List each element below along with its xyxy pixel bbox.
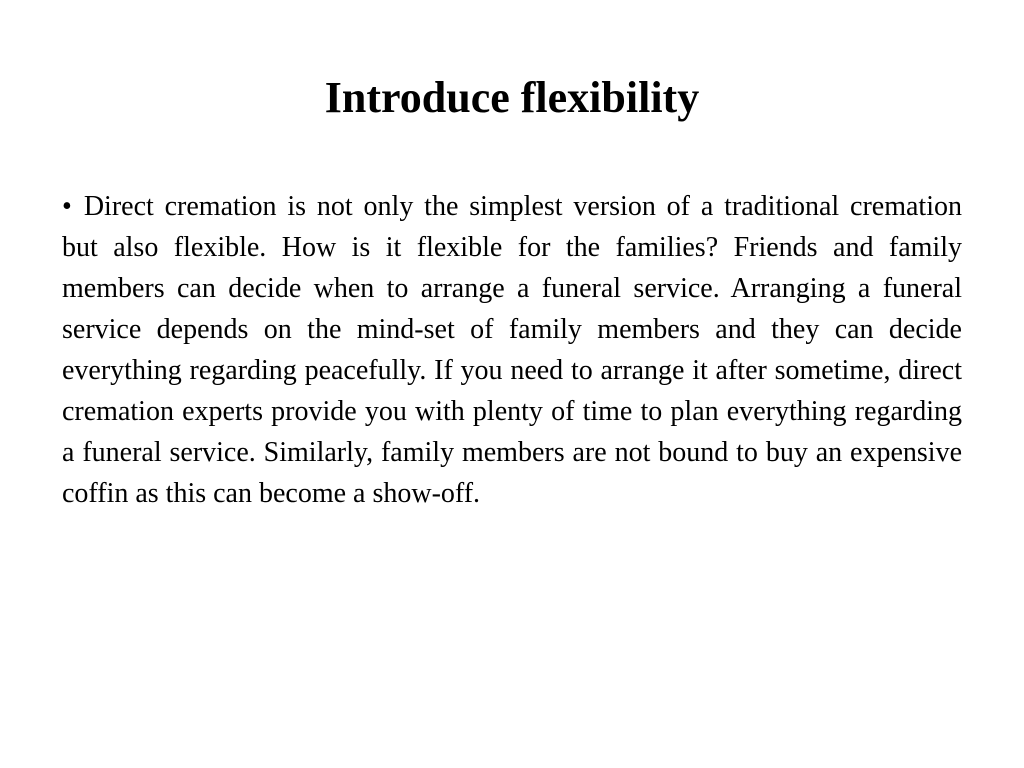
slide-title: Introduce flexibility [324,73,700,122]
body-text: Direct cremation is not only the simplest version of a traditional cremation but also flexible. How is it flexible for the families? Friends and family members can decide when to arrange a funeral service. Arranging a funeral service depends on the mind-set of family members and they can decide everything regarding peacefully. If you need to arrange it after sometime, direct cremation experts provide you with plenty of time to plan everything regarding a funeral service. Similarly, family members are not bound to buy an expensive coffin as this can become a show-off. [62,191,962,509]
bullet-icon: • [62,191,72,222]
slide-body [62,186,962,514]
